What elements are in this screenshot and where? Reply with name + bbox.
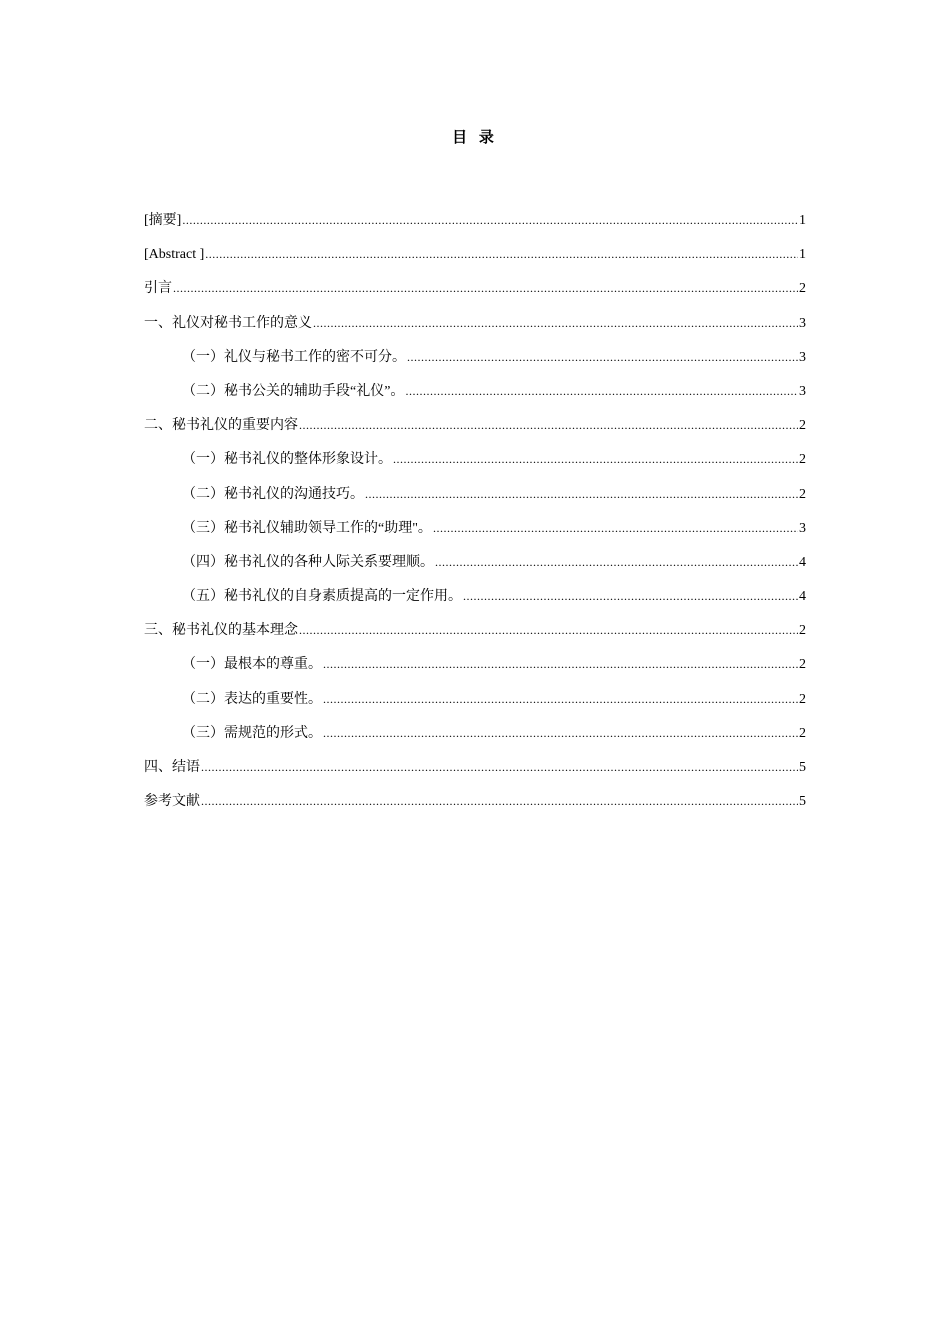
- toc-dot-leader: [182, 210, 798, 230]
- toc-entry[interactable]: [144, 278, 806, 312]
- toc-entry-label: （一）最根本的尊重。: [182, 657, 322, 673]
- toc-entry-page-number: 2: [799, 418, 806, 434]
- toc-entry-page-number: 5: [799, 760, 806, 775]
- toc-title: 目 录: [452, 130, 498, 146]
- toc-entry-page-number: 4: [799, 554, 806, 570]
- toc-entry-label: [Abstract ]: [144, 247, 205, 263]
- toc-entry[interactable]: [144, 518, 806, 552]
- toc-entry-label: [摘要]: [144, 213, 182, 228]
- toc-entry[interactable]: [144, 689, 806, 723]
- toc-entry-page-number: 2: [799, 725, 806, 741]
- toc-entry-label: （四）秘书礼仪的各种人际关系要理顺。: [182, 554, 434, 570]
- toc-entry-label: （三）秘书礼仪辅助领导工作的“助理"。: [182, 520, 432, 536]
- table-of-contents: [144, 210, 806, 825]
- toc-entry-label: 四、结语: [144, 760, 200, 775]
- toc-entry-page-number: 2: [799, 623, 806, 639]
- toc-entry[interactable]: [144, 381, 806, 415]
- toc-entry[interactable]: [144, 723, 806, 757]
- toc-dot-leader: [313, 313, 798, 333]
- toc-dot-leader: [393, 449, 798, 469]
- toc-dot-leader: [407, 347, 798, 367]
- toc-entry[interactable]: [144, 210, 806, 244]
- toc-entry-page-number: 1: [799, 213, 806, 228]
- toc-entry-label: （一）秘书礼仪的整体形象设计。: [182, 452, 392, 468]
- toc-entry-label: （二）表达的重要性。: [182, 691, 322, 707]
- toc-entry-label: 引言: [144, 281, 172, 297]
- toc-entry-page-number: 3: [799, 349, 806, 365]
- toc-entry-page-number: 2: [799, 486, 806, 502]
- toc-entry-label: 三、秘书礼仪的基本理念: [144, 623, 298, 639]
- toc-entry[interactable]: [144, 415, 806, 449]
- toc-dot-leader: [433, 518, 798, 538]
- toc-entry-page-number: 3: [799, 315, 806, 331]
- toc-dot-leader: [405, 381, 798, 401]
- toc-dot-leader: [323, 654, 798, 674]
- toc-entry-page-number: 1: [799, 247, 806, 263]
- toc-entry[interactable]: [144, 757, 806, 791]
- toc-entry-label: （一）礼仪与秘书工作的密不可分。: [182, 349, 406, 365]
- toc-entry-label: （三）需规范的形式。: [182, 725, 322, 741]
- toc-dot-leader: [435, 552, 798, 572]
- toc-entry-label: （五）秘书礼仪的自身素质提高的一定作用。: [182, 589, 462, 605]
- toc-entry-page-number: 2: [799, 657, 806, 673]
- toc-entry-label: 二、秘书礼仪的重要内容: [144, 418, 298, 434]
- toc-dot-leader: [323, 689, 798, 709]
- toc-dot-leader: [299, 620, 798, 640]
- toc-entry[interactable]: [144, 484, 806, 518]
- toc-entry[interactable]: [144, 620, 806, 654]
- toc-entry[interactable]: [144, 347, 806, 381]
- toc-entry[interactable]: [144, 313, 806, 347]
- toc-dot-leader: [323, 723, 798, 743]
- toc-dot-leader: [205, 244, 798, 264]
- toc-entry[interactable]: [144, 244, 806, 278]
- toc-entry[interactable]: [144, 586, 806, 620]
- toc-entry-label: （二）秘书公关的辅助手段“礼仪”。: [182, 383, 405, 399]
- toc-entry-page-number: 5: [799, 794, 806, 810]
- toc-entry-page-number: 4: [799, 589, 806, 605]
- toc-entry[interactable]: [144, 449, 806, 483]
- toc-entry[interactable]: [144, 552, 806, 586]
- toc-entry-page-number: 2: [799, 452, 806, 468]
- toc-entry-label: （二）秘书礼仪的沟通技巧。: [182, 486, 364, 502]
- toc-entry-page-number: 2: [799, 691, 806, 707]
- toc-dot-leader: [173, 278, 798, 298]
- toc-dot-leader: [365, 484, 798, 504]
- toc-dot-leader: [299, 415, 798, 435]
- toc-entry-page-number: 3: [799, 383, 806, 399]
- toc-entry[interactable]: [144, 654, 806, 688]
- toc-entry-label: 参考文献: [144, 794, 200, 810]
- toc-entry-page-number: 3: [799, 520, 806, 536]
- toc-entry-page-number: 2: [799, 281, 806, 297]
- toc-dot-leader: [201, 791, 798, 811]
- toc-dot-leader: [201, 757, 798, 777]
- toc-entry-label: 一、礼仪对秘书工作的意义: [144, 315, 312, 331]
- toc-dot-leader: [463, 586, 798, 606]
- toc-entry[interactable]: [144, 791, 806, 825]
